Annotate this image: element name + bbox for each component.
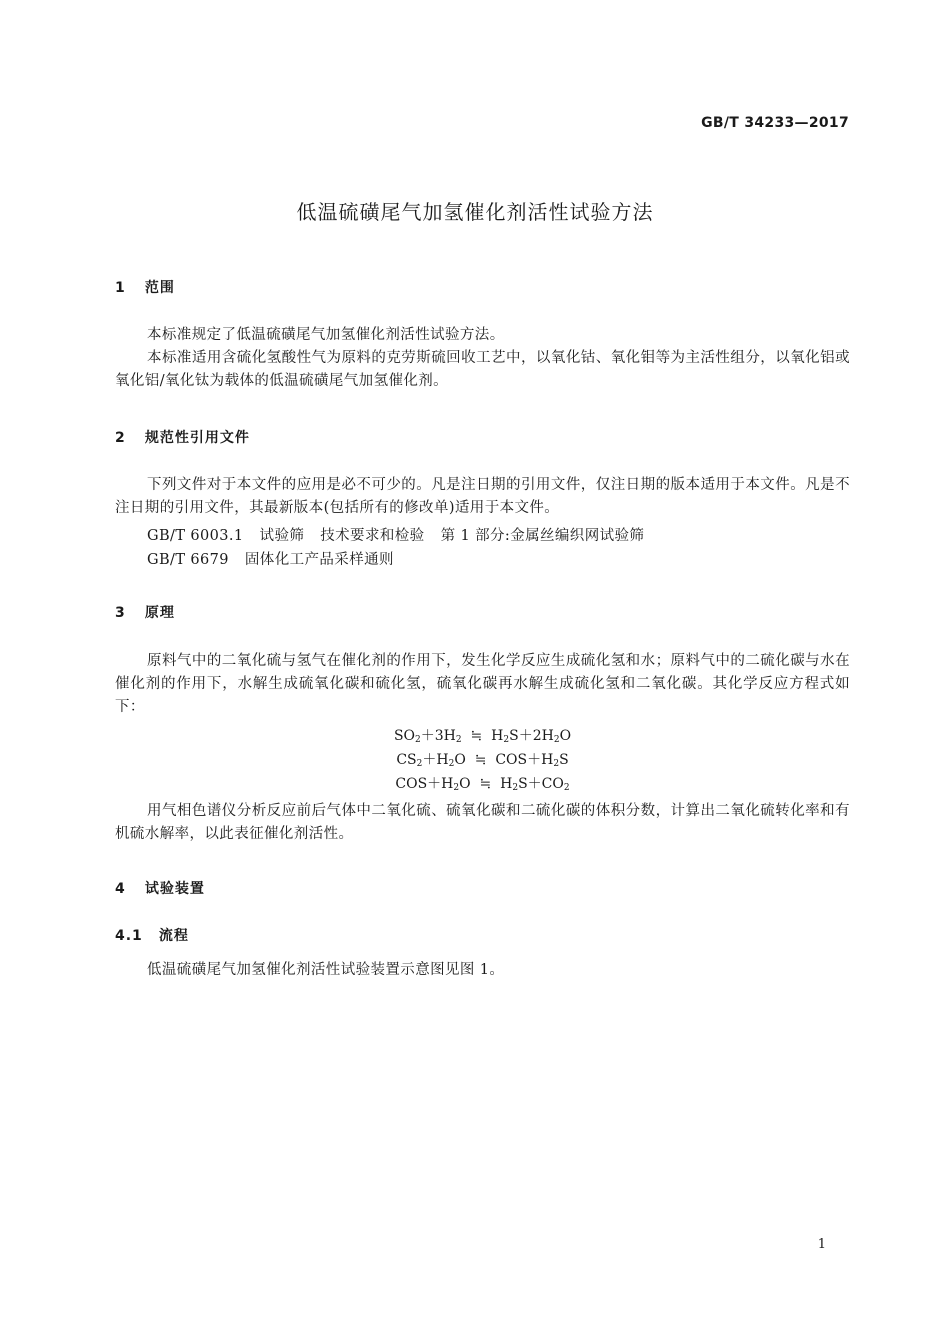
section-4-heading <box>115 878 205 898</box>
reference-title-part: 第 1 部分:金属丝编织网试验筛 <box>440 528 645 544</box>
reference-code: GB/T 6679 <box>147 552 229 568</box>
section-title: 试验装置 <box>144 881 205 897</box>
section-number: 3 <box>115 605 126 621</box>
section-3-paragraph-2: 用气相色谱仪分析反应前后气体中二氧化硫、硫氧化碳和二硫化碳的体积分数，计算出二氧化硫转化率和有机硫水解率，以此表征催化剂活性。 <box>115 803 850 842</box>
equation-2: $CS_2+H_2O$ ≒ $COS+H_2S$ <box>396 752 569 769</box>
equation-3: $COS+H_2O$ ≒ $H_2S+CO_2$ <box>395 776 570 793</box>
section-4-1-paragraph-1: 低温硫磺尾气加氢催化剂活性试验装置示意图见图 1。 <box>147 962 505 978</box>
section-3-heading <box>115 602 175 622</box>
reference-title-part: 技术要求和检验 <box>320 528 425 544</box>
reference-code: GB/T 6003.1 <box>147 528 244 544</box>
subsection-number: 4.1 <box>115 928 143 944</box>
section-title: 规范性引用文件 <box>144 430 250 446</box>
normative-reference-2 <box>147 549 394 572</box>
section-2-heading <box>115 427 250 447</box>
section-1-paragraph-2: 本标准适用含硫化氢酸性气为原料的克劳斯硫回收工艺中，以氧化钴、氧化钼等为主活性组分，以氧化铝或氧化铝/氧化钛为载体的低温硫磺尾气加氢催化剂。 <box>115 350 850 389</box>
section-2-paragraph-1: 下列文件对于本文件的应用是必不可少的。凡是注日期的引用文件，仅注日期的版本适用于本文件。凡是不注日期的引用文件，其最新版本(包括所有的修改单)适用于本文件。 <box>115 477 850 516</box>
section-number: 4 <box>115 881 126 897</box>
document-standard-number: GB/T 34233—2017 <box>701 115 849 131</box>
reference-title-part: 试验筛 <box>259 528 305 544</box>
reference-title: 固体化工产品采样通则 <box>244 552 394 568</box>
document-title: 低温硫磺尾气加氢催化剂活性试验方法 <box>296 200 654 224</box>
subsection-title: 流程 <box>158 928 189 944</box>
section-title: 范围 <box>144 280 175 296</box>
section-number: 2 <box>115 430 126 446</box>
section-1-heading <box>115 277 175 297</box>
section-3-paragraph-1: 原料气中的二氧化硫与氢气在催化剂的作用下，发生化学反应生成硫化氢和水；原料气中的二硫化碳与水在催化剂的作用下，水解生成硫氧化碳和硫化氢，硫氧化碳再水解生成硫化氢和二氧化碳。其化学反应方程式如下： <box>115 653 850 715</box>
normative-reference-1 <box>147 525 644 548</box>
section-4-1-heading <box>115 925 189 945</box>
section-number: 1 <box>115 280 126 296</box>
page-number: 1 <box>817 1237 826 1252</box>
section-1-paragraph-1: 本标准规定了低温硫磺尾气加氢催化剂活性试验方法。 <box>147 327 505 343</box>
equation-1: $SO_2+3H_2$ ≒ $H_2S+2H_2O$ <box>393 728 572 745</box>
section-title: 原理 <box>144 605 175 621</box>
